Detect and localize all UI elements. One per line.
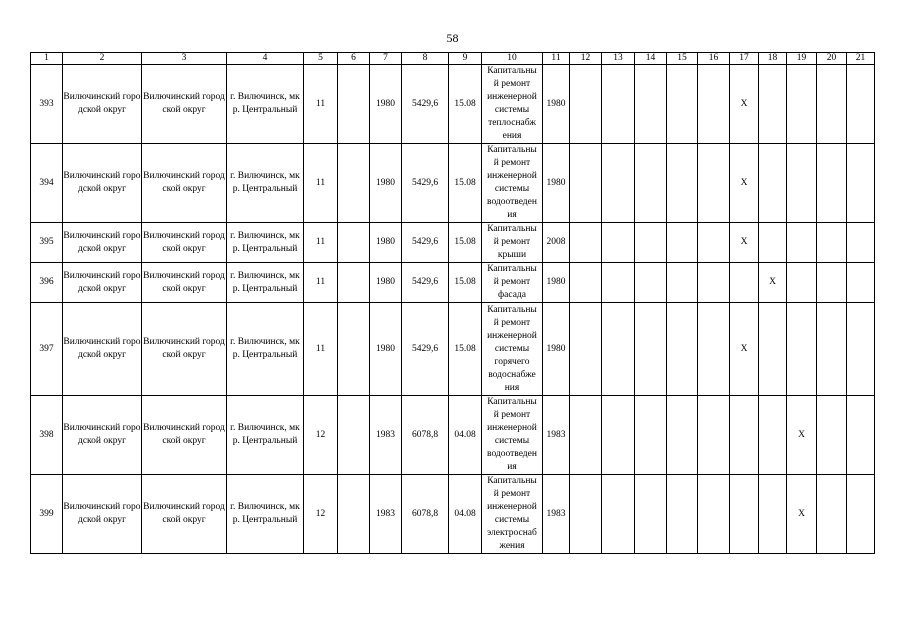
year-cell-2016 [635,303,667,396]
year-cell-2018 [698,223,730,263]
work-type-cell: Капитальны й ремонт инженерной системы горячего водоснабже ния [482,303,543,396]
year-cell-2019: X [730,144,759,223]
column-header: 5 [304,53,338,65]
year-cell-2023 [847,223,875,263]
last-repair-year-cell: 1980 [543,144,570,223]
area-cell: 5429,6 [402,223,449,263]
municipality-cell: Вилючинский городской округ [63,303,142,396]
table-body [31,65,875,554]
house-number-cell: 11 [304,223,338,263]
address-cell: г. Вилючинск, мкр. Центральный [227,475,304,554]
area-cell: 5429,6 [402,65,449,144]
column-header: 8 [402,53,449,65]
column-header: 15 [667,53,698,65]
corpus-cell [338,396,370,475]
year-cell-2021 [787,223,817,263]
column-header: 1 [31,53,63,65]
capital-repair-table [30,52,875,554]
column-header: 16 [698,53,730,65]
year-cell-2017 [667,65,698,144]
year-cell-2017 [667,263,698,303]
year-built-cell: 1980 [370,263,402,303]
column-header: 14 [635,53,667,65]
year-cell-2023 [847,396,875,475]
table-row [31,144,875,223]
year-cell-2019: X [730,65,759,144]
work-type-cell: Капитальны й ремонт инженерной системы водоотведен ия [482,396,543,475]
column-header: 13 [602,53,635,65]
year-cell-2023 [847,303,875,396]
year-cell-2018 [698,396,730,475]
address-cell: г. Вилючинск, мкр. Центральный [227,303,304,396]
passport-cell: 15.08 [449,223,482,263]
table-row [31,65,875,144]
year-cell-2022 [817,396,847,475]
house-number-cell: 12 [304,475,338,554]
year-cell-2020 [759,303,787,396]
year-cell-2016 [635,65,667,144]
table-row [31,475,875,554]
table-row [31,223,875,263]
passport-cell: 04.08 [449,475,482,554]
year-built-cell: 1980 [370,65,402,144]
table-row [31,263,875,303]
corpus-cell [338,144,370,223]
row-number-cell: 395 [31,223,63,263]
year-cell-2022 [817,65,847,144]
year-cell-2020 [759,223,787,263]
column-header: 7 [370,53,402,65]
house-number-cell: 11 [304,263,338,303]
column-header: 6 [338,53,370,65]
last-repair-year-cell: 1983 [543,475,570,554]
passport-cell: 15.08 [449,144,482,223]
area-cell: 5429,6 [402,263,449,303]
year-built-cell: 1980 [370,303,402,396]
year-cell-2015 [602,65,635,144]
year-cell-2019 [730,396,759,475]
last-repair-year-cell: 2008 [543,223,570,263]
address-cell: г. Вилючинск, мкр. Центральный [227,263,304,303]
address-cell: г. Вилючинск, мкр. Центральный [227,144,304,223]
row-number-cell: 394 [31,144,63,223]
year-cell-2017 [667,144,698,223]
year-cell-2023 [847,263,875,303]
year-cell-2019 [730,475,759,554]
settlement-cell: Вилючинский городской округ [142,475,227,554]
year-cell-2016 [635,263,667,303]
year-cell-2022 [817,263,847,303]
column-header: 20 [817,53,847,65]
year-cell-2022 [817,303,847,396]
column-header: 19 [787,53,817,65]
year-cell-2019: X [730,303,759,396]
year-cell-2014 [570,396,602,475]
house-number-cell: 11 [304,65,338,144]
table-row [31,396,875,475]
last-repair-year-cell: 1980 [543,303,570,396]
corpus-cell [338,65,370,144]
passport-cell: 15.08 [449,263,482,303]
house-number-cell: 11 [304,144,338,223]
year-cell-2023 [847,144,875,223]
column-header: 17 [730,53,759,65]
work-type-cell: Капитальны й ремонт инженерной системы водоотведен ия [482,144,543,223]
page-number: 58 [446,31,459,45]
municipality-cell: Вилючинский городской округ [63,144,142,223]
year-built-cell: 1980 [370,144,402,223]
column-header: 4 [227,53,304,65]
house-number-cell: 11 [304,303,338,396]
row-number-cell: 393 [31,65,63,144]
municipality-cell: Вилючинский городской округ [63,475,142,554]
year-cell-2018 [698,475,730,554]
address-cell: г. Вилючинск, мкр. Центральный [227,65,304,144]
column-header: 18 [759,53,787,65]
corpus-cell [338,263,370,303]
column-header: 3 [142,53,227,65]
row-number-cell: 397 [31,303,63,396]
year-built-cell: 1983 [370,396,402,475]
passport-cell: 15.08 [449,303,482,396]
settlement-cell: Вилючинский городской округ [142,396,227,475]
year-cell-2014 [570,475,602,554]
year-cell-2021: X [787,396,817,475]
settlement-cell: Вилючинский городской округ [142,65,227,144]
municipality-cell: Вилючинский городской округ [63,396,142,475]
area-cell: 6078,8 [402,396,449,475]
work-type-cell: Капитальны й ремонт инженерной системы электроснаб жения [482,475,543,554]
corpus-cell [338,223,370,263]
year-cell-2016 [635,396,667,475]
column-header: 2 [63,53,142,65]
corpus-cell [338,303,370,396]
row-number-cell: 396 [31,263,63,303]
year-built-cell: 1983 [370,475,402,554]
year-cell-2015 [602,263,635,303]
year-cell-2018 [698,303,730,396]
year-cell-2016 [635,475,667,554]
work-type-cell: Капитальны й ремонт фасада [482,263,543,303]
year-cell-2015 [602,396,635,475]
year-cell-2021: X [787,475,817,554]
settlement-cell: Вилючинский городской округ [142,303,227,396]
year-cell-2021 [787,65,817,144]
year-cell-2019 [730,263,759,303]
settlement-cell: Вилючинский городской округ [142,144,227,223]
last-repair-year-cell: 1980 [543,263,570,303]
year-cell-2014 [570,263,602,303]
year-cell-2023 [847,475,875,554]
settlement-cell: Вилючинский городской округ [142,263,227,303]
year-cell-2017 [667,475,698,554]
column-header: 11 [543,53,570,65]
column-header: 9 [449,53,482,65]
last-repair-year-cell: 1983 [543,396,570,475]
year-cell-2014 [570,223,602,263]
year-cell-2020 [759,65,787,144]
year-cell-2017 [667,303,698,396]
passport-cell: 15.08 [449,65,482,144]
last-repair-year-cell: 1980 [543,65,570,144]
column-header: 10 [482,53,543,65]
year-cell-2022 [817,223,847,263]
year-cell-2020 [759,396,787,475]
municipality-cell: Вилючинский городской округ [63,223,142,263]
year-cell-2018 [698,144,730,223]
year-cell-2021 [787,303,817,396]
column-header: 12 [570,53,602,65]
year-cell-2015 [602,144,635,223]
year-cell-2019: X [730,223,759,263]
address-cell: г. Вилючинск, мкр. Центральный [227,396,304,475]
year-cell-2016 [635,144,667,223]
row-number-cell: 399 [31,475,63,554]
area-cell: 6078,8 [402,475,449,554]
work-type-cell: Капитальны й ремонт крыши [482,223,543,263]
year-cell-2014 [570,65,602,144]
address-cell: г. Вилючинск, мкр. Центральный [227,223,304,263]
column-number-row [31,53,875,65]
year-cell-2017 [667,223,698,263]
year-cell-2017 [667,396,698,475]
year-cell-2020 [759,475,787,554]
year-cell-2015 [602,475,635,554]
year-cell-2022 [817,144,847,223]
year-cell-2020 [759,144,787,223]
year-cell-2015 [602,223,635,263]
settlement-cell: Вилючинский городской округ [142,223,227,263]
year-cell-2014 [570,303,602,396]
year-cell-2020: X [759,263,787,303]
year-cell-2022 [817,475,847,554]
municipality-cell: Вилючинский городской округ [63,263,142,303]
year-built-cell: 1980 [370,223,402,263]
table-row [31,303,875,396]
passport-cell: 04.08 [449,396,482,475]
year-cell-2023 [847,65,875,144]
work-type-cell: Капитальны й ремонт инженерной системы теплоснабж ения [482,65,543,144]
column-header: 21 [847,53,875,65]
area-cell: 5429,6 [402,144,449,223]
year-cell-2018 [698,65,730,144]
year-cell-2018 [698,263,730,303]
year-cell-2021 [787,144,817,223]
house-number-cell: 12 [304,396,338,475]
area-cell: 5429,6 [402,303,449,396]
year-cell-2015 [602,303,635,396]
year-cell-2016 [635,223,667,263]
row-number-cell: 398 [31,396,63,475]
corpus-cell [338,475,370,554]
year-cell-2021 [787,263,817,303]
municipality-cell: Вилючинский городской округ [63,65,142,144]
year-cell-2014 [570,144,602,223]
